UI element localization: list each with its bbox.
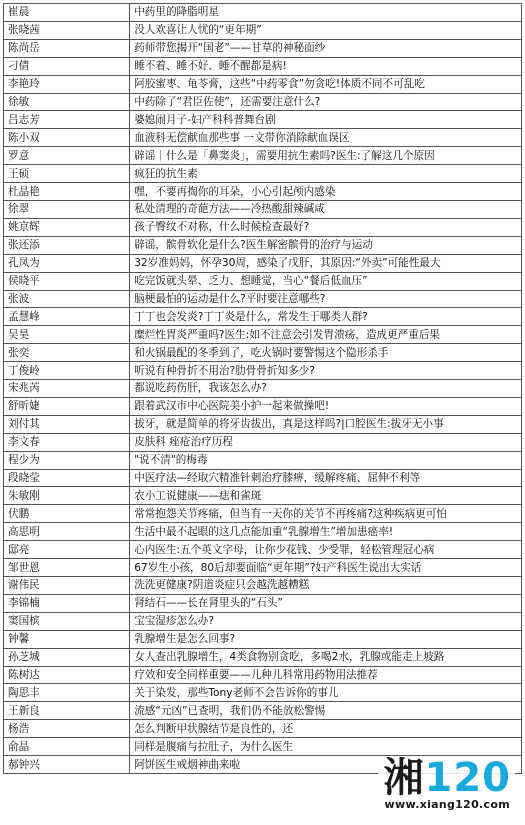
article-title-cell: 丁丁也会发炎?丁丁炎是什么，常发生于哪类人群? bbox=[130, 308, 522, 326]
article-title-cell: 拔牙，就是简单的将牙齿拔出，真是这样吗?|口腔医生:拔牙无小事 bbox=[130, 415, 522, 433]
table-row bbox=[4, 505, 522, 523]
article-title-cell: 糜烂性胃炎严重吗?医生:如不注意会引发胃溃疡，造成更严重后果 bbox=[130, 326, 522, 344]
author-name-cell: 王硕 bbox=[4, 165, 130, 183]
table-row bbox=[4, 612, 522, 630]
table-row bbox=[4, 666, 522, 684]
author-name-cell: 张晓茜 bbox=[4, 21, 130, 39]
article-title-cell: 流感“元凶”已查明，我们仍不能放松警惕 bbox=[130, 702, 522, 720]
author-name-cell: 程少为 bbox=[4, 451, 130, 469]
article-title-cell: 都说吃药伤肝，我该怎么办? bbox=[130, 380, 522, 398]
author-name-cell: 李锦楠 bbox=[4, 594, 130, 612]
author-name-cell: 张波 bbox=[4, 290, 130, 308]
article-title-cell: 疗效和安全同样重要——儿种儿科常用药物用法推荐 bbox=[130, 666, 522, 684]
author-name-cell: 邹世恩 bbox=[4, 559, 130, 577]
article-title-cell: 女人查出乳腺增生，4类食物别贪吃，多喝2水，乳腺或能走上坡路 bbox=[130, 648, 522, 666]
article-title-cell: 婆媳闹月子-妇产科科普舞台剧 bbox=[130, 111, 522, 129]
article-title-cell: 和火锅最配的冬季到了，吃火锅时要警惕这个隐形杀手 bbox=[130, 344, 522, 362]
author-name-cell: 丁俊岭 bbox=[4, 362, 130, 380]
table-row bbox=[4, 183, 522, 201]
table-row bbox=[4, 684, 522, 702]
article-title-cell: 怎么判断甲状腺结节是良性的，还 bbox=[130, 720, 522, 738]
article-title-cell: 睡不着、睡不好、睡不醒都是病! bbox=[130, 57, 522, 75]
article-title-cell: 疯狂的抗生素 bbox=[130, 165, 522, 183]
author-name-cell: 郝钟兴 bbox=[4, 756, 130, 774]
author-title-table bbox=[3, 3, 522, 774]
author-name-cell: 杜晶艳 bbox=[4, 183, 130, 201]
author-name-cell: 窦国槟 bbox=[4, 612, 130, 630]
author-name-cell: 陈尚岳 bbox=[4, 39, 130, 57]
author-name-cell: 陶思丰 bbox=[4, 684, 130, 702]
table-row bbox=[4, 702, 522, 720]
article-title-cell: 32岁准妈妈，怀孕30周，感染了戊肝，其原因:“外卖”可能性最大 bbox=[130, 254, 522, 272]
author-name-cell: 孙芝城 bbox=[4, 648, 130, 666]
table-body bbox=[4, 4, 522, 774]
table-row bbox=[4, 39, 522, 57]
author-name-cell: 徐翠 bbox=[4, 200, 130, 218]
author-name-cell: 陈树达 bbox=[4, 666, 130, 684]
table-row bbox=[4, 129, 522, 147]
table-row bbox=[4, 165, 522, 183]
article-title-cell: 67岁生小孩，80后却要面临“更年期”?妇产科医生说出大实话 bbox=[130, 559, 522, 577]
article-title-cell: 脑梗最怕的运动是什么?平时要注意哪些? bbox=[130, 290, 522, 308]
author-name-cell: 崔晨 bbox=[4, 4, 130, 22]
author-name-cell: 段晓莹 bbox=[4, 469, 130, 487]
table-row bbox=[4, 57, 522, 75]
article-title-cell: 跟着武汉市中心医院美小护一起来做操吧! bbox=[130, 397, 522, 415]
table-row bbox=[4, 720, 522, 738]
author-name-cell: 谢伟民 bbox=[4, 577, 130, 595]
table-row bbox=[4, 451, 522, 469]
table-row bbox=[4, 415, 522, 433]
article-title-cell: 洗洗更健康?阴道炎症只会越洗越糟糕 bbox=[130, 577, 522, 595]
table-row bbox=[4, 362, 522, 380]
table-row bbox=[4, 523, 522, 541]
watermark-brand-number: 120 bbox=[424, 755, 511, 801]
table-row bbox=[4, 738, 522, 756]
author-name-cell: 孔凤为 bbox=[4, 254, 130, 272]
author-name-cell: 钟馨 bbox=[4, 630, 130, 648]
article-title-cell: 宝宝湿疹怎么办? bbox=[130, 612, 522, 630]
article-title-cell: 中药除了“君臣佐使”，还需要注意什么? bbox=[130, 93, 522, 111]
table-row bbox=[4, 272, 522, 290]
author-name-cell: 陈小双 bbox=[4, 129, 130, 147]
watermark-brand bbox=[383, 755, 512, 801]
table-row bbox=[4, 147, 522, 165]
table-row bbox=[4, 200, 522, 218]
watermark-url: www.xiang120.com bbox=[384, 798, 510, 811]
article-title-cell: 没人欢喜让人忧的“更年期” bbox=[130, 21, 522, 39]
table-row bbox=[4, 487, 522, 505]
author-name-cell: 高思明 bbox=[4, 523, 130, 541]
author-name-cell: 李艳玲 bbox=[4, 75, 130, 93]
article-title-cell: 阿饼医生戒烟神曲来啦 bbox=[130, 756, 522, 774]
article-title-cell: 嘿，不要再掏你的耳朵，小心引起颅内感染 bbox=[130, 183, 522, 201]
article-title-cell: 辟谣，髌骨软化是什么?医生解密髌骨的治疗与运动 bbox=[130, 236, 522, 254]
article-title-cell: 关于染发，那些Tony老师不会告诉你的事儿 bbox=[130, 684, 522, 702]
author-name-cell: 吴昊 bbox=[4, 326, 130, 344]
author-name-cell: 张还添 bbox=[4, 236, 130, 254]
table-row bbox=[4, 559, 522, 577]
author-name-cell: 俞晶 bbox=[4, 738, 130, 756]
article-title-cell: 农小工说健康——痣和雀斑 bbox=[130, 487, 522, 505]
table-row bbox=[4, 218, 522, 236]
article-title-cell: 皮肤科 痤疮治疗历程 bbox=[130, 433, 522, 451]
table-row bbox=[4, 75, 522, 93]
author-name-cell: 邸亮 bbox=[4, 541, 130, 559]
article-title-cell: 听说有种骨折不用治?肋骨骨折知多少? bbox=[130, 362, 522, 380]
article-title-cell: 孩子臀纹不对称，什么时候检查最好? bbox=[130, 218, 522, 236]
table-row bbox=[4, 594, 522, 612]
author-name-cell: 孟慧峰 bbox=[4, 308, 130, 326]
article-title-cell: "说不清"的梅毒 bbox=[130, 451, 522, 469]
author-name-cell: 徐敏 bbox=[4, 93, 130, 111]
author-name-cell: 罗意 bbox=[4, 147, 130, 165]
author-name-cell: 宋兆芮 bbox=[4, 380, 130, 398]
author-name-cell: 张奕 bbox=[4, 344, 130, 362]
table-row bbox=[4, 380, 522, 398]
author-name-cell: 舒昕婕 bbox=[4, 397, 130, 415]
table-row bbox=[4, 397, 522, 415]
table-row bbox=[4, 541, 522, 559]
table-row bbox=[4, 93, 522, 111]
article-title-cell: 同样是腹痛与拉肚子，为什么医生 bbox=[130, 738, 522, 756]
article-title-cell: 中药里的降脂明星 bbox=[130, 4, 522, 22]
author-name-cell: 王新良 bbox=[4, 702, 130, 720]
table-row bbox=[4, 236, 522, 254]
article-title-cell: 乳腺增生是怎么回事? bbox=[130, 630, 522, 648]
article-title-cell: 私处清理的奇葩方法——冷热酸甜辣碱咸 bbox=[130, 200, 522, 218]
article-title-cell: 吃完饭就头晕、乏力、想睡觉，当心“餐后低血压” bbox=[130, 272, 522, 290]
article-title-cell: 血液科无偿献血那些事 一文带你消除献血误区 bbox=[130, 129, 522, 147]
author-name-cell: 吕志芳 bbox=[4, 111, 130, 129]
article-title-cell: 生活中最不起眼的这几点能加重“乳腺增生”增加患癌率! bbox=[130, 523, 522, 541]
author-name-cell: 朱敏刚 bbox=[4, 487, 130, 505]
table-row bbox=[4, 308, 522, 326]
table-row bbox=[4, 577, 522, 595]
table-row bbox=[4, 326, 522, 344]
table-row bbox=[4, 344, 522, 362]
author-name-cell: 侯晓平 bbox=[4, 272, 130, 290]
table-row bbox=[4, 4, 522, 22]
table-row bbox=[4, 648, 522, 666]
site-watermark-logo bbox=[378, 756, 516, 811]
table-row bbox=[4, 630, 522, 648]
author-name-cell: 刘付其 bbox=[4, 415, 130, 433]
author-name-cell: 伏鹏 bbox=[4, 505, 130, 523]
author-name-cell: 姚京辉 bbox=[4, 218, 130, 236]
table-row bbox=[4, 433, 522, 451]
article-title-cell: 心内医生:五个英文字母，让你少花钱、少受罪，轻松管理冠心病 bbox=[130, 541, 522, 559]
watermark-brand-han: 湘 bbox=[383, 755, 425, 801]
article-title-cell: 中医疗法—经取穴精准针刺治疗膝痹，缓解疼痛、屈伸不利等 bbox=[130, 469, 522, 487]
article-title-cell: 阿胶蜜枣、龟苓膏，这些“中药零食”勿贪吃!体质不同不可乱吃 bbox=[130, 75, 522, 93]
author-name-cell: 刁倩 bbox=[4, 57, 130, 75]
author-name-cell: 杨浩 bbox=[4, 720, 130, 738]
table-row bbox=[4, 21, 522, 39]
table-row bbox=[4, 111, 522, 129]
article-title-cell: 肾结石——长在肾里头的“石头” bbox=[130, 594, 522, 612]
table-row bbox=[4, 254, 522, 272]
article-title-cell: 常常抱怨关节疼痛，但当有一天你的关节不再疼痛?这种疾病更可怕 bbox=[130, 505, 522, 523]
article-title-cell: 辟谣｜什么是「鼻窦炎」，需要用抗生素吗?医生:了解这几个原因 bbox=[130, 147, 522, 165]
article-title-cell: 药师带您揭开“国老”——甘草的神秘面纱 bbox=[130, 39, 522, 57]
author-name-cell: 李文春 bbox=[4, 433, 130, 451]
table-row bbox=[4, 469, 522, 487]
table-row bbox=[4, 290, 522, 308]
